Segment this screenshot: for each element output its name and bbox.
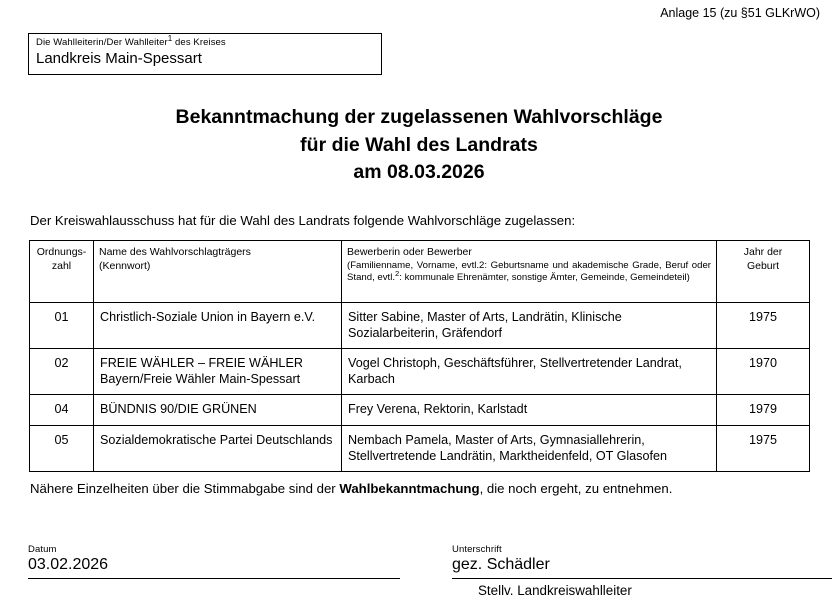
page-title [0, 104, 838, 187]
authority-caption [36, 33, 381, 49]
column-header-name-main: Name des Wahlvorschlagträgers [99, 246, 251, 258]
cell-birth-year: 1975 [717, 303, 810, 349]
column-header-candidate-sub [347, 260, 711, 285]
cell-ordinal: 04 [30, 395, 94, 425]
page-title-line-3: am 08.03.2026 [353, 161, 485, 184]
column-header-ordinal-line-2: zahl [51, 259, 72, 272]
intro-paragraph: Der Kreiswahlausschuss hat für die Wahl des Landrats folgende Wahlvorschläge zugelassen: [30, 213, 576, 228]
election-proposals-table [29, 240, 810, 472]
authority-caption-text: Die Wahlleiterin/Der Wahlleiter [36, 37, 168, 48]
column-header-birth-year [717, 241, 810, 303]
cell-party-name: Christlich-Soziale Union in Bayern e.V. [94, 303, 342, 349]
column-header-candidate-footnote-marker: 2 [395, 269, 400, 279]
column-header-name-sub: (Kennwort) [99, 259, 151, 272]
cell-candidate: Sitter Sabine, Master of Arts, Landrätin, Klinische Sozialarbeiterin, Gräfendorf [342, 303, 717, 349]
date-value: 03.02.2026 [28, 556, 109, 574]
cell-candidate: Nembach Pamela, Master of Arts, Gymnasiallehrerin, Stellvertretende Landrätin, Marktheidenfeld, OT Glasofen [342, 425, 717, 471]
authority-footnote-marker: 1 [167, 33, 173, 43]
cell-party-name: Sozialdemokratische Partei Deutschlands [94, 425, 342, 471]
cell-party-name: FREIE WÄHLER – FREIE WÄHLER Bayern/Freie Wähler Main-Spessart [94, 349, 342, 395]
cell-ordinal: 01 [30, 303, 94, 349]
page-title-line-2: für die Wahl des Landrats [300, 133, 538, 156]
cell-ordinal: 02 [30, 349, 94, 395]
table-row [30, 303, 810, 349]
cell-ordinal: 05 [30, 425, 94, 471]
date-caption: Datum [28, 544, 57, 555]
table-row [30, 349, 810, 395]
cell-candidate: Frey Verena, Rektorin, Karlstadt [342, 395, 717, 425]
authority-box [28, 33, 382, 75]
annex-note: Anlage 15 (zu §51 GLKrWO) [660, 6, 820, 20]
table-row [30, 425, 810, 471]
signature-rule [452, 578, 832, 579]
column-header-ordinal-line-1: Ordnungs- [36, 246, 87, 258]
authority-name: Landkreis Main-Spessart [36, 49, 202, 67]
column-header-birth-year-line-2: Geburt [746, 259, 780, 272]
cell-birth-year: 1975 [717, 425, 810, 471]
column-header-birth-year-line-1: Jahr der [743, 246, 783, 258]
cell-party-name: BÜNDNIS 90/DIE GRÜNEN [94, 395, 342, 425]
table-header-row [30, 241, 810, 303]
signature-block [452, 545, 832, 599]
closing-paragraph-emphasis: Wahlbekanntmachung [339, 481, 480, 496]
cell-birth-year: 1979 [717, 395, 810, 425]
column-header-candidate-sub-part-2: : kommunale Ehrenämter, sonstige Ämter, Gemeinde, Gemeindeteil) [399, 272, 690, 284]
column-header-candidate-main: Bewerberin oder Bewerber [347, 246, 472, 258]
page-title-line-1: Bekanntmachung der zugelassenen Wahlvorschläge [175, 106, 663, 128]
closing-paragraph-part-2: , die noch ergeht, zu entnehmen. [479, 481, 673, 496]
cell-birth-year: 1970 [717, 349, 810, 395]
table-row [30, 395, 810, 425]
signature-value: gez. Schädler [452, 556, 550, 574]
closing-paragraph [30, 481, 672, 497]
authority-caption-suffix: des Kreises [172, 37, 226, 48]
column-header-candidate-sub-part-1: (Familienname, Vorname, evtl.2: Geburtsname und akademische Grade, Beruf oder Stand, evtl. [347, 259, 711, 284]
cell-candidate: Vogel Christoph, Geschäftsführer, Stellvertretender Landrat, Karbach [342, 349, 717, 395]
column-header-name [94, 241, 342, 303]
signature-caption: Unterschrift [452, 544, 502, 555]
date-rule [28, 578, 400, 579]
signature-role: Stellv. Landkreiswahlleiter [478, 583, 632, 599]
closing-paragraph-part-1: Nähere Einzelheiten über die Stimmabgabe sind der [30, 481, 340, 496]
column-header-candidate [342, 241, 717, 303]
column-header-ordinal [30, 241, 94, 303]
date-block [28, 545, 400, 579]
